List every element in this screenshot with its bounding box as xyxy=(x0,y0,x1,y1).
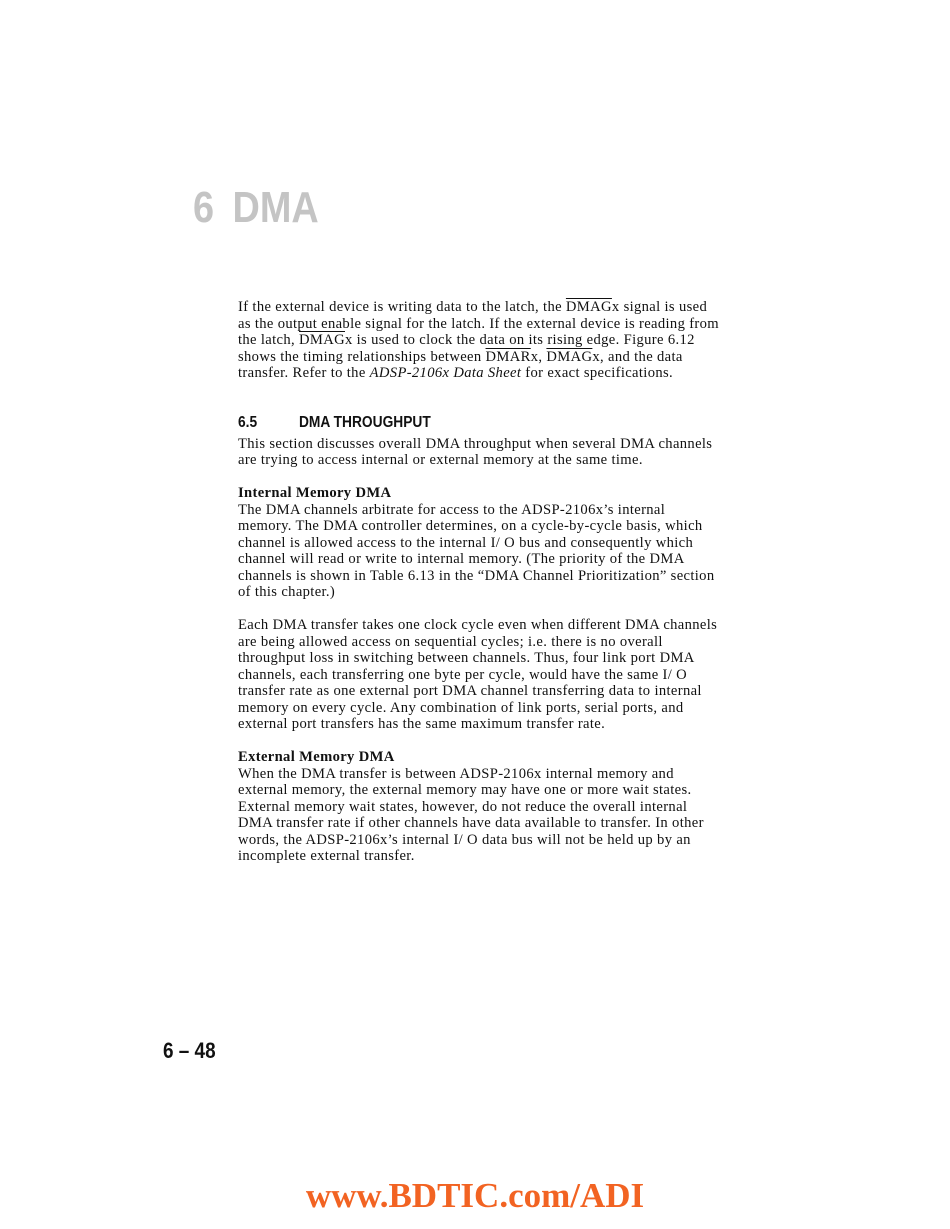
signal-dmag: DMAG xyxy=(565,299,612,315)
subheading-internal-memory-dma: Internal Memory DMA xyxy=(238,485,392,501)
chapter-number: 6 xyxy=(193,183,215,232)
section-number: 6.5 xyxy=(238,413,258,431)
datasheet-reference: ADSP-2106x Data Sheet xyxy=(369,365,522,381)
intro-paragraph: If the external device is writing data to the latch, the DMAGx signal is used as the output enable signal for the latch. If the external device is reading from the latch, DMAGx is used to clock the data on its rising edge. Figure 6.12 shows the timing relationships between DMARx, DMAGx, and the data transfer. Refer to the ADSP-2106x Data Sheet for exact specifications. xyxy=(238,299,719,381)
signal-dmag: DMAG xyxy=(546,348,593,365)
section-heading xyxy=(238,415,720,433)
body-text xyxy=(238,299,720,865)
internal-memory-paragraph: The DMA channels arbitrate for access to the ADSP-2106x’s internal memory. The DMA controller determines, on a cycle-by-cycle basis, which channel is allowed access to the internal I/ O bus and consequently which channel will read or write to internal memory. (The priority of the DMA channels is shown in Table 6.13 in the “DMA Channel Prioritization” section of this chapter.) xyxy=(238,501,715,600)
section-intro-paragraph: This section discusses overall DMA throughput when several DMA channels are trying to access internal or external memory at the same time. xyxy=(238,435,713,468)
transfer-cycle-paragraph: Each DMA transfer takes one clock cycle even when different DMA channels are being allowed access on sequential cycles; i.e. there is no overall throughput loss in switching between channels. Thus, four link port DMA channels, each transferring one byte per cycle, would have the same I/ O transfer rate as one external port DMA channel transferring data to internal memory on every cycle. Any combination of link ports, serial ports, and external port transfers has the same maximum transfer rate. xyxy=(238,617,718,732)
chapter-heading xyxy=(193,183,319,233)
subheading-external-memory-dma: External Memory DMA xyxy=(238,749,395,765)
page-number: 6 – 48 xyxy=(163,1038,216,1063)
section-title: DMA THROUGHPUT xyxy=(299,413,431,431)
watermark-link[interactable]: www.BDTIC.com/ADI xyxy=(305,1176,645,1215)
external-memory-paragraph: When the DMA transfer is between ADSP-2106x internal memory and external memory, the external memory may have one or more wait states. External memory wait states, however, do not reduce the overall internal DMA transfer rate if other channels have data available to transfer. In other words, the ADSP-2106x’s internal I/ O data bus will not be held up by an incomplete external transfer. xyxy=(238,765,704,864)
signal-dmar: DMAR xyxy=(485,348,531,365)
chapter-title: DMA xyxy=(232,183,319,232)
signal-dmag: DMAG xyxy=(299,332,345,348)
